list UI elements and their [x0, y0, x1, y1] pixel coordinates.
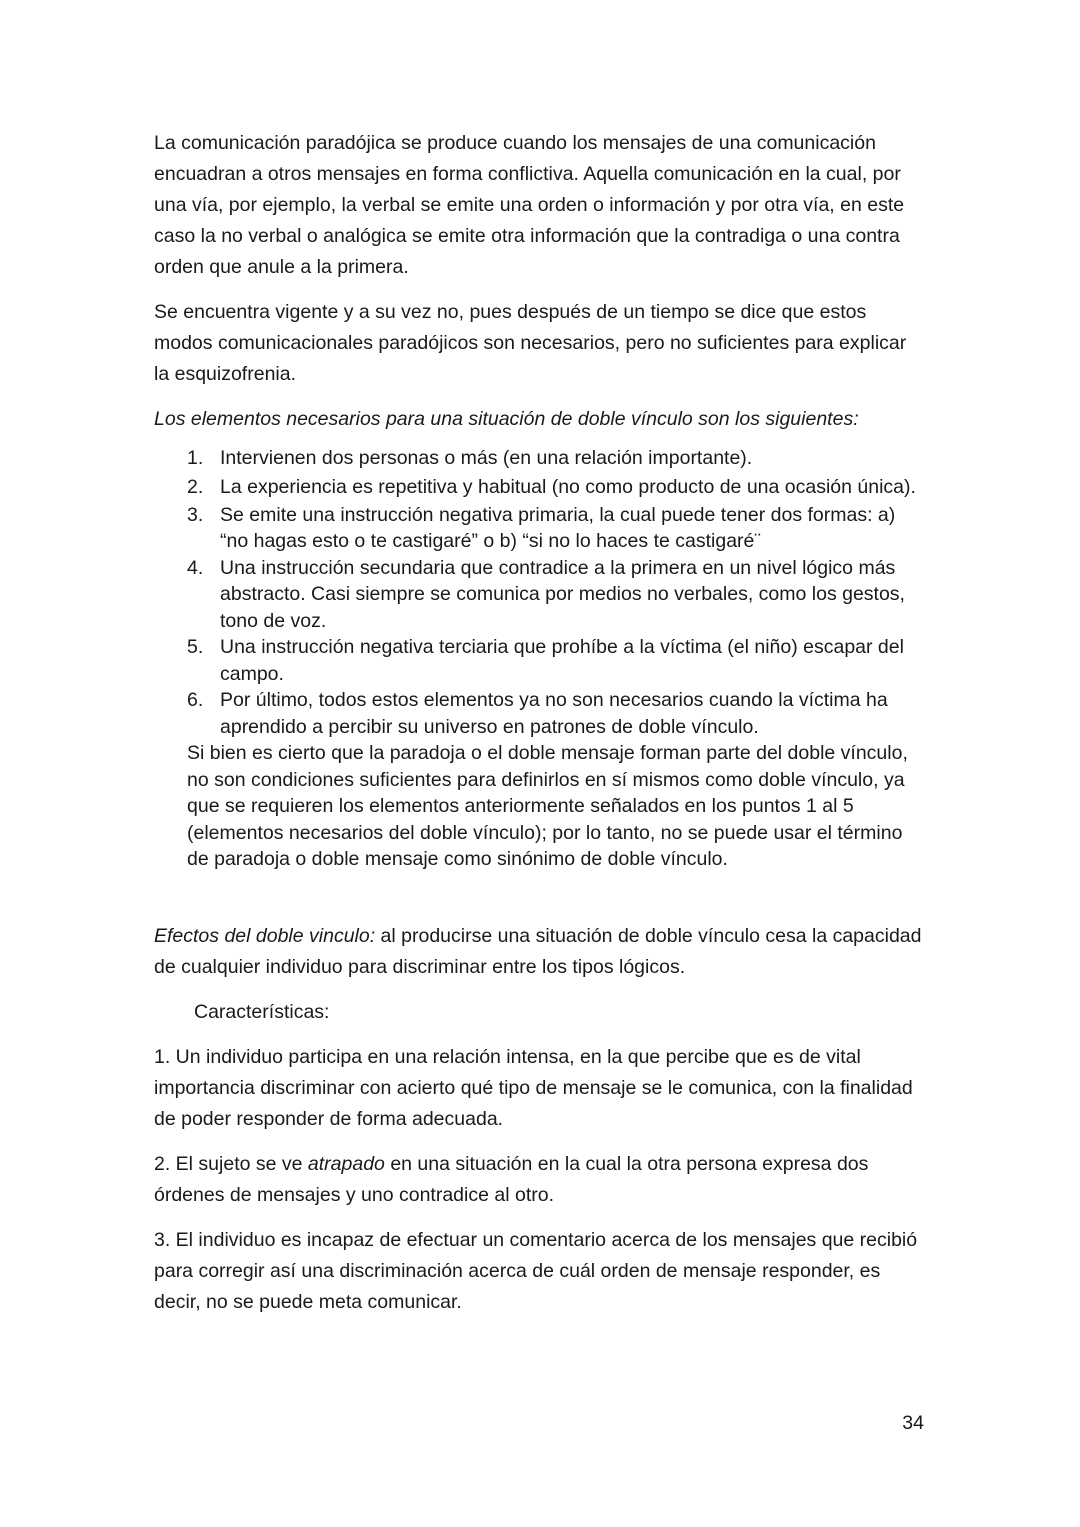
- list-item-text: La experiencia es repetitiva y habitual (no como producto de una ocasión única).: [220, 475, 916, 498]
- list-item-number: 2.: [187, 475, 204, 498]
- characteristic-2-start: 2. El sujeto se ve: [154, 1152, 308, 1175]
- list-item: [187, 687, 926, 740]
- list-item-number: 5.: [187, 636, 204, 658]
- list-item: [187, 555, 926, 635]
- list-item: [187, 445, 926, 472]
- page-body: [154, 128, 926, 1332]
- characteristic-3: 3. El individuo es incapaz de efectuar un comentario acerca de los mensajes que recibió para corregir así una discriminación acerca de cuál orden de mensaje responder, es decir, no se puede meta comunicar.: [154, 1228, 918, 1313]
- paragraph-validity: Se encuentra vigente y a su vez no, pues después de un tiempo se dice que estos modos comunicacionales paradójicos son necesarios, pero no suficientes para explicar la esquizofrenia.: [154, 301, 907, 385]
- list-item-number: 3.: [187, 503, 204, 526]
- effects-label: Efectos del doble vinculo:: [154, 924, 376, 947]
- paragraph-effects: [154, 921, 926, 983]
- list-item-number: 6.: [187, 689, 204, 711]
- list-item: [187, 502, 926, 555]
- list-item-text: Se emite una instrucción negativa primaria, la cual puede tener dos formas: a) “no hagas esto o te castigaré” o b) “si no lo haces te castigaré¨: [220, 503, 896, 552]
- characteristics-label: Características:: [194, 1000, 330, 1023]
- list-item-number: 4.: [187, 556, 204, 579]
- characteristic-2: [154, 1149, 926, 1211]
- page-number: 34: [902, 1412, 924, 1434]
- effects-text: al producirse una situación de doble vínculo cesa la capacidad de cualquier individuo para discriminar entre los tipos lógicos.: [154, 924, 922, 978]
- list-item-text: Por último, todos estos elementos ya no son necesarios cuando la víctima ha aprendido a percibir su universo en patrones de doble vínculo.: [220, 689, 888, 738]
- list-item: [187, 634, 926, 687]
- list-item-number: 1.: [187, 447, 204, 469]
- list-note: Si bien es cierto que la paradoja o el doble mensaje forman parte del doble vínculo, no son condiciones suficientes para definirlos en sí mismos como doble vínculo, ya que se requieren los elementos anteriormente señalados en los puntos 1 al 5 (elementos necesarios del doble vínculo); por lo tanto, no se puede usar el término de paradoja o doble mensaje como sinónimo de doble vínculo.: [187, 742, 908, 870]
- list-item: [187, 472, 926, 502]
- list-item-text: Intervienen dos personas o más (en una relación importante).: [220, 447, 753, 469]
- characteristic-2-emphasis: atrapado: [307, 1152, 385, 1175]
- characteristic-2-end: en una situación en la cual la otra persona expresa dos órdenes de mensajes y uno contradice al otro.: [154, 1152, 869, 1206]
- list-item-text: Una instrucción negativa terciaria que prohíbe a la víctima (el niño) escapar del campo.: [220, 636, 904, 685]
- elements-list: [187, 445, 926, 740]
- elements-intro: Los elementos necesarios para una situación de doble vínculo son los siguientes:: [154, 408, 859, 430]
- list-item-text: Una instrucción secundaria que contradice a la primera en un nivel lógico más abstracto. Casi siempre se comunica por medios no verbales, como los gestos, tono de voz.: [220, 556, 905, 632]
- spacer: [154, 873, 926, 921]
- paragraph-paradoxical-communication: La comunicación paradójica se produce cuando los mensajes de una comunicación encuadran a otros mensajes en forma conflictiva. Aquella comunicación en la cual, por una vía, por ejemplo, la verbal se emite una orden o información y por otra vía, en este caso la no verbal o analógica se emite otra información que la contradiga o una contra orden que anule a la primera.: [154, 132, 905, 278]
- characteristic-1: 1. Un individuo participa en una relación intensa, en la que percibe que es de vital importancia discriminar con acierto qué tipo de mensaje se le comunica, con la finalidad de poder responder de forma adecuada.: [154, 1045, 913, 1130]
